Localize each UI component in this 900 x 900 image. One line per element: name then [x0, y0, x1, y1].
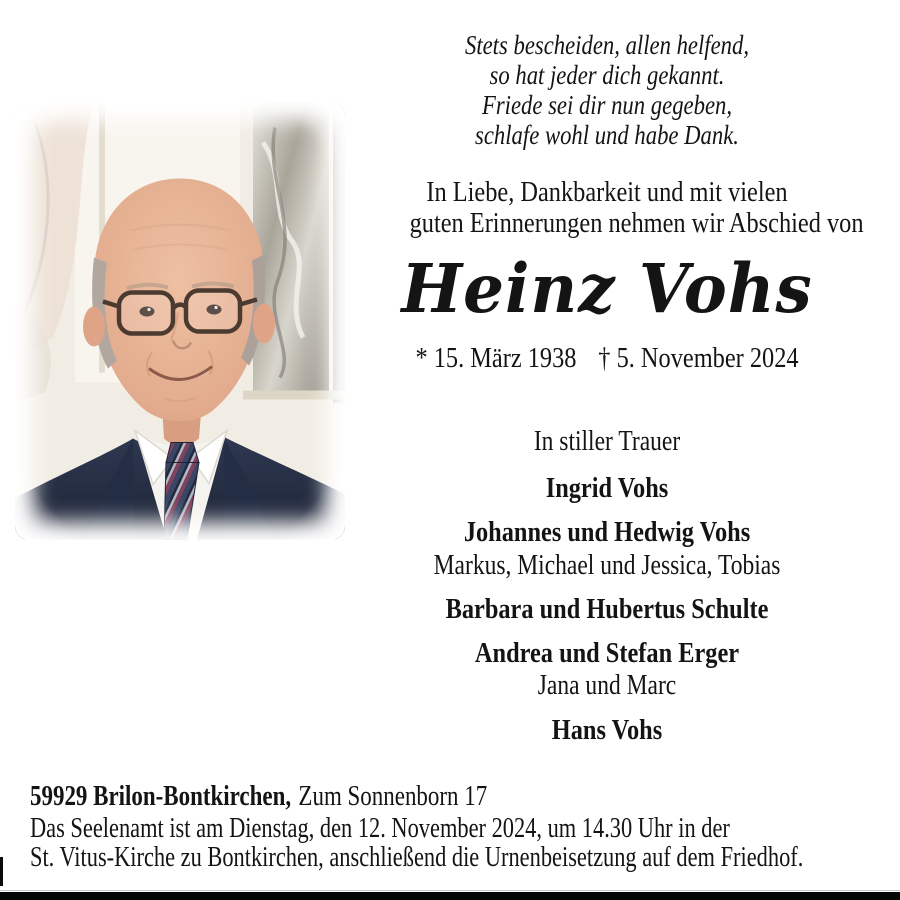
- notice-text-column: [372, 0, 864, 900]
- verse-line: schlafe wohl und habe Dank.: [475, 120, 739, 150]
- birth-date: * 15. März 1938: [415, 342, 577, 374]
- service-line: Das Seelenamt ist am Dienstag, den 12. November 2024, um 14.30 Uhr in der: [30, 813, 730, 844]
- verse-line: so hat jeder dich gekannt.: [489, 60, 725, 90]
- mourner-name: Jana und Marc: [537, 670, 677, 701]
- verse-line: Stets bescheiden, allen helfend,: [464, 30, 750, 60]
- mourner-name: Hans Vohs: [551, 714, 663, 746]
- address-street: Zum Sonnenborn 17: [298, 781, 488, 812]
- deceased-name: Heinz Vohs: [401, 249, 813, 328]
- memorial-verse: [372, 30, 842, 150]
- portrait-photo: [15, 102, 345, 540]
- bottom-divider-bar: [0, 892, 900, 900]
- life-dates: [410, 342, 805, 375]
- intro-line: In Liebe, Dankbarkeit und mit vielen: [426, 176, 788, 208]
- mourning-heading: In stiller Trauer: [533, 426, 681, 457]
- mourner-name: Johannes und Hedwig Vohs: [463, 516, 751, 548]
- verse-line: Friede sei dir nun gegeben,: [481, 90, 733, 120]
- death-date: † 5. November 2024: [598, 342, 799, 374]
- mourner-name: Markus, Michael und Jessica, Tobias: [433, 550, 781, 581]
- address-line: [30, 781, 487, 813]
- divider-gray-line: [0, 890, 900, 891]
- address-city: 59929 Brilon-Bontkirchen,: [30, 781, 292, 812]
- mourner-name: Barbara und Hubertus Schulte: [445, 593, 769, 625]
- intro-line: guten Erinnerungen nehmen wir Abschied von: [409, 207, 864, 239]
- farewell-intro: [372, 176, 864, 239]
- service-line: St. Vitus-Kirche zu Bontkirchen, anschließend die Urnenbeisetzung auf dem Friedhof.: [30, 842, 804, 873]
- portrait-illustration: [15, 102, 345, 540]
- mourner-name: Ingrid Vohs: [545, 472, 669, 504]
- scan-edge-artifact: [0, 857, 3, 886]
- service-info: [30, 814, 900, 872]
- mourner-name: Andrea und Stefan Erger: [474, 637, 740, 669]
